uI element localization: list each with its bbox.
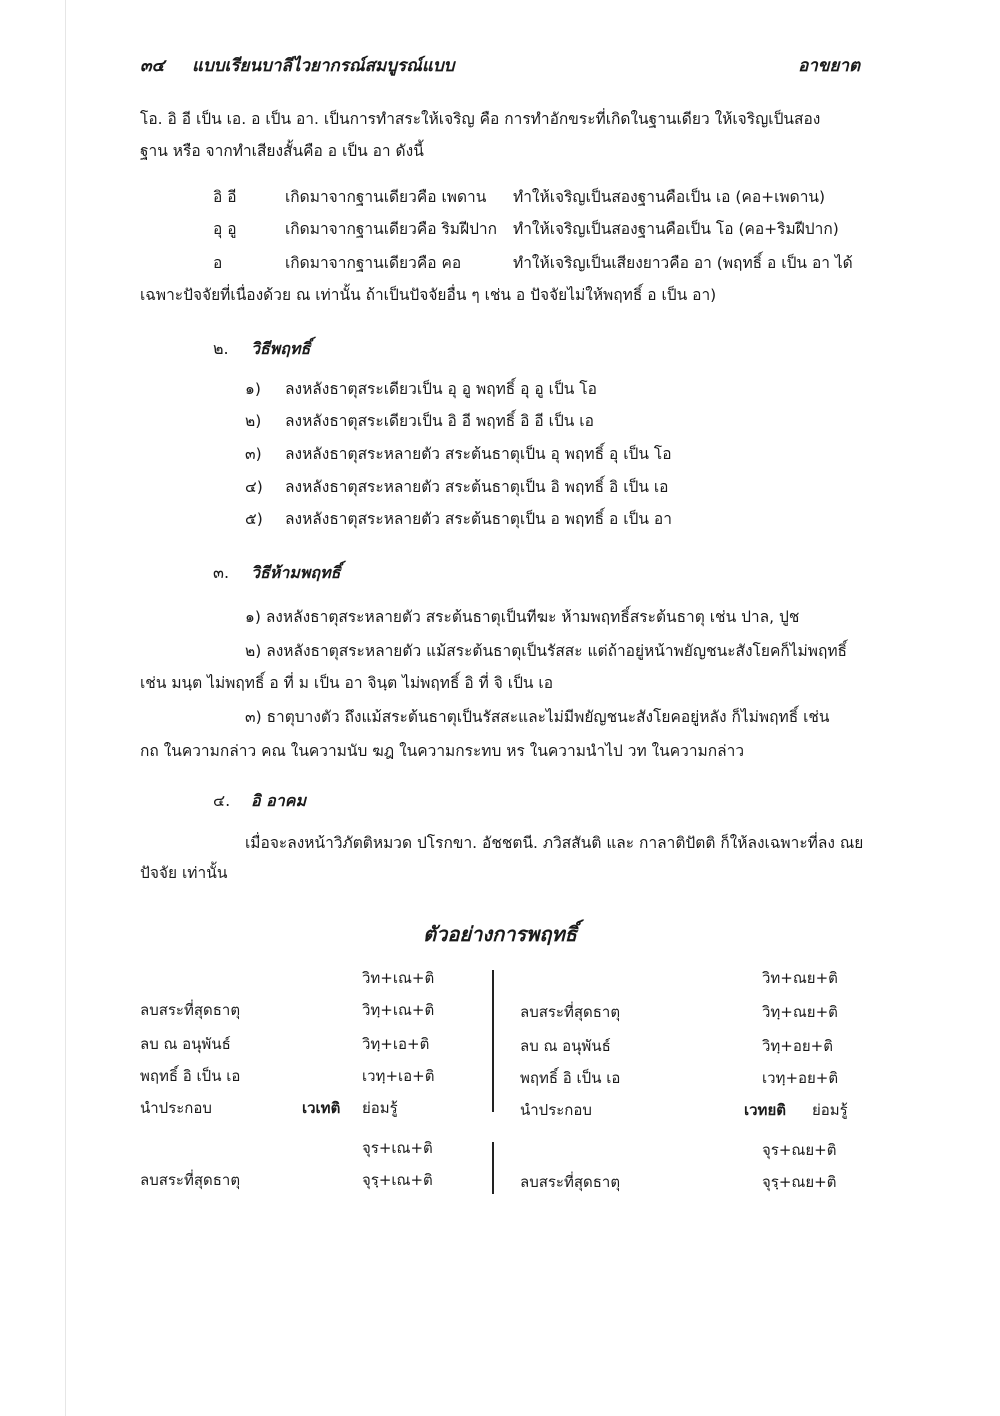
section-3-item-3: ๓) ธาตุบางตัว ถึงแม้สระต้นธาตุเป็นรัสสะและไม่มีพยัญชนะสังโยคอยู่หลัง ก็ไม่พฤทธิ์ เช่น	[245, 708, 830, 726]
example-form: วิทฺ+ณย+ติ	[762, 1003, 838, 1021]
section-title: วิธีพฤทธิ์	[251, 339, 311, 358]
section-3-item-3-cont: กถ ในความกล่าว คณ ในความนับ ฆฎ ในความกระทบ หร ในความนำไป วท ในความกล่าว	[140, 742, 745, 760]
example-label: พฤทธิ์ อิ เป็น เอ	[520, 1069, 621, 1087]
examples-title: ตัวอย่างการพฤทธิ์	[423, 922, 577, 946]
section-3-heading	[213, 562, 340, 584]
example-form: วิทฺ+อย+ติ	[762, 1037, 833, 1055]
base-result: ทำให้เจริญเป็นสองฐานคือเป็น โอ (คอ+ริมฝีปาก)	[513, 220, 839, 238]
section-3-item-2: ๒) ลงหลังธาตุสระหลายตัว แม้สระต้นธาตุเป็นรัสสะ แต่ถ้าอยู่หน้าพยัญชนะสังโยคก็ไม่พฤทธิ์	[245, 642, 848, 660]
example-label: ลบสระที่สุดธาตุ	[520, 1003, 621, 1021]
list-item	[245, 443, 672, 465]
example-form: วิทฺ+เณ+ติ	[362, 1001, 435, 1019]
list-item	[245, 410, 594, 432]
base-vowel: อ	[213, 254, 223, 272]
page-number: ๓๔	[140, 56, 165, 76]
base-origin: เกิดมาจากฐานเดียวคือ คอ	[285, 254, 462, 272]
example-form: วิทฺ+เอ+ติ	[362, 1035, 430, 1053]
section-number: ๒.	[213, 339, 229, 358]
item-text: ลงหลังธาตุสระเดียวเป็น อุ อู พฤทธิ์ อุ อู เป็น โอ	[285, 380, 597, 398]
section-number: ๓.	[213, 563, 230, 582]
section-title: วิธีห้ามพฤทธิ์	[251, 563, 341, 582]
section-3-item-2-cont: เช่น มนฺต ไม่พฤทธิ์ อ ที่ ม เป็น อา จินฺต ไม่พฤทธิ์ อิ ที่ จิ เป็น เอ	[140, 674, 554, 692]
base-vowel: อุ อู	[213, 220, 237, 238]
item-text: ลงหลังธาตุสระหลายตัว สระต้นธาตุเป็น อิ พฤทธิ์ อิ เป็น เอ	[285, 478, 669, 496]
example-form: จุร+ณย+ติ	[762, 1141, 837, 1159]
example-result-word: เวทยติ	[744, 1101, 786, 1119]
intro-line-2: ฐาน หรือ จากทำเสียงสั้นคือ อ เป็น อา ดังนี้	[140, 142, 424, 160]
column-divider	[492, 970, 494, 1112]
base-vowel: อิ อี	[213, 188, 237, 206]
example-label: พฤทธิ์ อิ เป็น เอ	[140, 1067, 241, 1085]
page-header	[140, 52, 860, 80]
item-text: ลงหลังธาตุสระเดียวเป็น อิ อี พฤทธิ์ อิ อี เป็น เอ	[285, 412, 594, 430]
item-text: ลงหลังธาตุสระหลายตัว สระต้นธาตุเป็น อ พฤทธิ์ อ เป็น อา	[285, 510, 672, 528]
example-form: วิท+เณ+ติ	[362, 969, 435, 987]
example-form: จุรฺ+ณย+ติ	[762, 1173, 837, 1191]
page-edge	[65, 0, 66, 1416]
section-4-line-2: ปัจจัย เท่านั้น	[140, 864, 228, 882]
column-divider	[492, 1142, 494, 1194]
section-number: ๔.	[213, 791, 231, 810]
example-meaning: ย่อมรู้	[362, 1099, 398, 1117]
example-label: นำประกอบ	[520, 1101, 592, 1119]
item-text: ลงหลังธาตุสระหลายตัว สระต้นธาตุเป็น อุ พฤทธิ์ อุ เป็น โอ	[285, 445, 672, 463]
example-form: วิท+ณย+ติ	[762, 969, 838, 987]
item-number: ๕)	[245, 510, 263, 528]
example-label: ลบสระที่สุดธาตุ	[140, 1171, 241, 1189]
section-2-heading	[213, 338, 310, 360]
bases-continuation: เฉพาะปัจจัยที่เนื่องด้วย ณ เท่านั้น ถ้าเป็นปัจจัยอื่น ๆ เช่น อ ปัจจัยไม่ให้พฤทธิ์ อ เป็น อา)	[140, 286, 717, 304]
section-4-line-1: เมื่อจะลงหน้าวิภัตติหมวด ปโรกขา. อัชชตนี. ภวิสสันติ และ กาลาติปัตติ ก็ให้ลงเฉพาะที่ลง ณย	[245, 834, 864, 852]
base-result: ทำให้เจริญเป็นสองฐานคือเป็น เอ (คอ+เพดาน)	[513, 188, 826, 206]
example-form: จุร+เณ+ติ	[362, 1139, 433, 1157]
example-label: ลบ ณ อนุพันธ์	[520, 1037, 611, 1055]
example-label: นำประกอบ	[140, 1099, 212, 1117]
example-label: ลบสระที่สุดธาตุ	[520, 1173, 621, 1191]
example-form: จุรฺ+เณ+ติ	[362, 1171, 433, 1189]
chapter-title: อาขยาต	[798, 56, 860, 76]
item-number: ๔)	[245, 478, 263, 496]
section-4-heading	[213, 790, 306, 812]
item-number: ๓)	[245, 445, 262, 463]
base-origin: เกิดมาจากฐานเดียวคือ ริมฝีปาก	[285, 220, 497, 238]
section-3-item-1: ๑) ลงหลังธาตุสระหลายตัว สระต้นธาตุเป็นทีฆะ ห้ามพฤทธิ์สระต้นธาตุ เช่น ปาล, ปูช	[245, 608, 800, 626]
example-label: ลบ ณ อนุพันธ์	[140, 1035, 231, 1053]
example-label: ลบสระที่สุดธาตุ	[140, 1001, 241, 1019]
base-origin: เกิดมาจากฐานเดียวคือ เพดาน	[285, 188, 487, 206]
list-item	[245, 378, 597, 400]
base-result: ทำให้เจริญเป็นเสียงยาวคือ อา (พฤทธิ์ อ เป็น อา ได้	[513, 254, 853, 272]
item-number: ๒)	[245, 412, 262, 430]
book-title: แบบเรียนบาลีไวยากรณ์สมบูรณ์แบบ	[192, 56, 455, 76]
intro-line-1: โอ. อิ อี เป็น เอ. อ เป็น อา. เป็นการทำสระให้เจริญ คือ การทำอักขระที่เกิดในฐานเดียว ให้เจริญเป็นสอง	[140, 110, 821, 128]
item-number: ๑)	[245, 380, 261, 398]
section-title: อิ อาคม	[251, 791, 307, 810]
example-form: เวทฺ+เอ+ติ	[362, 1067, 435, 1085]
list-item	[245, 476, 669, 498]
example-meaning: ย่อมรู้	[812, 1101, 848, 1119]
example-form: เวทฺ+อย+ติ	[762, 1069, 839, 1087]
list-item	[245, 508, 672, 530]
example-result-word: เวเทติ	[302, 1099, 341, 1117]
